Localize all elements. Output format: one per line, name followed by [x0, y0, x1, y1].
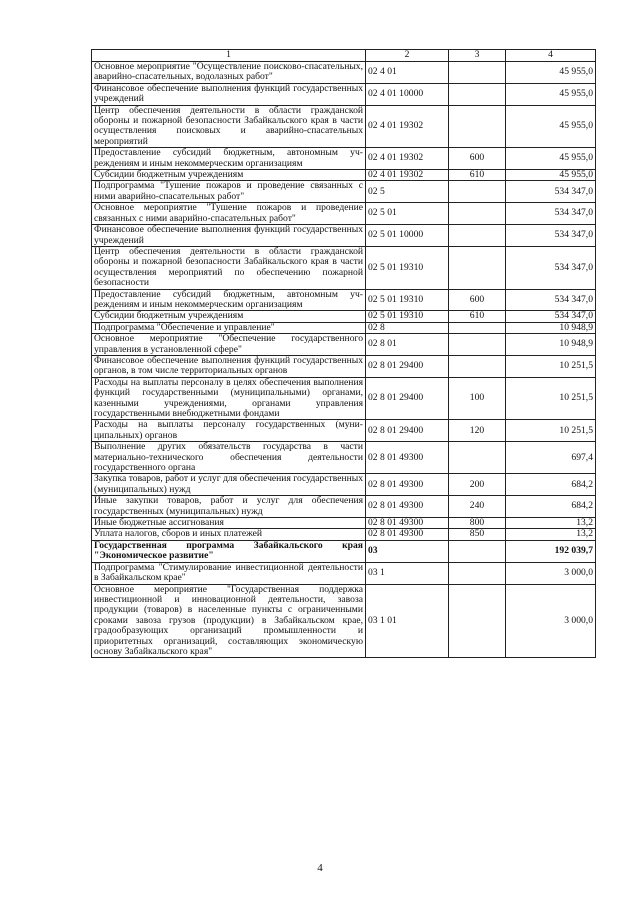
row-name-cell: Государственная программа Забайкальского края "Экономическое развитие": [92, 540, 366, 562]
row-type-cell: [449, 540, 506, 562]
row-name-cell: Закупка товаров, работ и услуг для обеспечения государственных (муниципальных) нужд: [92, 474, 366, 496]
table-row: [92, 203, 596, 225]
row-code-cell: 03 1: [366, 562, 449, 584]
table-row: [92, 474, 596, 496]
row-amount-cell: 697,4: [506, 442, 596, 474]
row-amount-cell: 534 347,0: [506, 311, 596, 322]
table-row: [92, 62, 596, 84]
row-name-cell: Подпрограмма "Тушение пожаров и проведение связанных с ними аварийно-спасательных работ": [92, 181, 366, 203]
table-row: [92, 442, 596, 474]
row-type-cell: [449, 246, 506, 289]
row-amount-cell: 534 347,0: [506, 246, 596, 289]
row-name-cell: Предоставление субсидий бюджетным, автономным учреждениям и иным некоммерческим организациям: [92, 289, 366, 311]
row-amount-cell: 10 251,5: [506, 420, 596, 442]
row-type-cell: 120: [449, 420, 506, 442]
row-type-cell: 800: [449, 518, 506, 529]
table-row: [92, 311, 596, 322]
row-type-cell: [449, 584, 506, 658]
row-amount-cell: 45 955,0: [506, 83, 596, 105]
row-type-cell: [449, 562, 506, 584]
budget-table: [91, 49, 596, 658]
header-col-2: 2: [366, 50, 449, 62]
table-row: [92, 181, 596, 203]
table-row: [92, 420, 596, 442]
row-amount-cell: 684,2: [506, 474, 596, 496]
row-type-cell: [449, 62, 506, 84]
row-name-cell: Расходы на выплаты персоналу государственных (муниципальных) органов: [92, 420, 366, 442]
row-code-cell: 02 8 01 29400: [366, 377, 449, 420]
row-code-cell: 02 4 01 19302: [366, 105, 449, 148]
row-amount-cell: 45 955,0: [506, 148, 596, 170]
table-row: [92, 540, 596, 562]
row-amount-cell: 45 955,0: [506, 170, 596, 181]
page-number: 4: [317, 862, 323, 874]
table-body: [92, 62, 596, 658]
row-type-cell: [449, 105, 506, 148]
table-row: [92, 377, 596, 420]
row-amount-cell: 534 347,0: [506, 203, 596, 225]
row-code-cell: 02 8 01 49300: [366, 474, 449, 496]
row-name-cell: Иные бюджетные ассигнования: [92, 518, 366, 529]
row-name-cell: Основное мероприятие "Осуществление поисково-спасательных, аварийно-спасательных, водолазных работ": [92, 62, 366, 84]
row-type-cell: [449, 203, 506, 225]
row-type-cell: [449, 83, 506, 105]
table-header: [92, 50, 596, 62]
header-row: [92, 50, 596, 62]
row-name-cell: Иные закупки товаров, работ и услуг для обеспечения государственных (муниципальных) нужд: [92, 496, 366, 518]
table-row: [92, 83, 596, 105]
row-name-cell: Предоставление субсидий бюджетным, автономным учреждениям и иным некоммерческим организациям: [92, 148, 366, 170]
table-row: [92, 246, 596, 289]
header-col-1: 1: [92, 50, 366, 62]
row-amount-cell: 45 955,0: [506, 105, 596, 148]
row-code-cell: 02 8 01 49300: [366, 442, 449, 474]
row-code-cell: 02 8 01 49300: [366, 518, 449, 529]
row-type-cell: [449, 355, 506, 377]
table-row: [92, 148, 596, 170]
row-name-cell: Финансовое обеспечение выполнения функций государственных учреждений: [92, 225, 366, 247]
row-code-cell: 02 8 01 49300: [366, 529, 449, 540]
row-amount-cell: 192 039,7: [506, 540, 596, 562]
row-amount-cell: 13,2: [506, 529, 596, 540]
row-type-cell: 240: [449, 496, 506, 518]
row-amount-cell: 534 347,0: [506, 181, 596, 203]
header-col-4: 4: [506, 50, 596, 62]
row-code-cell: 02 5 01 19310: [366, 311, 449, 322]
row-amount-cell: 3 000,0: [506, 562, 596, 584]
row-amount-cell: 10 251,5: [506, 355, 596, 377]
row-code-cell: 02 4 01: [366, 62, 449, 84]
row-amount-cell: 534 347,0: [506, 225, 596, 247]
row-code-cell: 02 8: [366, 322, 449, 333]
row-amount-cell: 10 948,9: [506, 322, 596, 333]
table-row: [92, 170, 596, 181]
row-amount-cell: 13,2: [506, 518, 596, 529]
table-row: [92, 518, 596, 529]
table-row: [92, 355, 596, 377]
row-code-cell: 02 4 01 19302: [366, 170, 449, 181]
row-code-cell: 02 8 01 29400: [366, 355, 449, 377]
row-code-cell: 03 1 01: [366, 584, 449, 658]
row-amount-cell: 534 347,0: [506, 289, 596, 311]
row-type-cell: 200: [449, 474, 506, 496]
row-type-cell: 100: [449, 377, 506, 420]
row-code-cell: 02 5 01 19310: [366, 246, 449, 289]
row-amount-cell: 10 251,5: [506, 377, 596, 420]
row-type-cell: 600: [449, 148, 506, 170]
row-name-cell: Уплата налогов, сборов и иных платежей: [92, 529, 366, 540]
row-name-cell: Основное мероприятие "Тушение пожаров и проведение связанных с ними аварийно-спасательных работ": [92, 203, 366, 225]
row-name-cell: Финансовое обеспечение выполнения функций государственных учреждений: [92, 83, 366, 105]
table-row: [92, 584, 596, 658]
row-amount-cell: 3 000,0: [506, 584, 596, 658]
table-row: [92, 562, 596, 584]
row-type-cell: [449, 442, 506, 474]
row-type-cell: 610: [449, 170, 506, 181]
row-name-cell: Подпрограмма "Обеспечение и управление": [92, 322, 366, 333]
row-name-cell: Подпрограмма "Стимулирование инвестиционной деятельности в Забайкальском крае": [92, 562, 366, 584]
row-type-cell: [449, 322, 506, 333]
row-amount-cell: 684,2: [506, 496, 596, 518]
table-row: [92, 322, 596, 333]
row-name-cell: Субсидии бюджетным учреждениям: [92, 170, 366, 181]
table-row: [92, 496, 596, 518]
row-code-cell: 03: [366, 540, 449, 562]
row-code-cell: 02 5 01 19310: [366, 289, 449, 311]
row-name-cell: Финансовое обеспечение выполнения функций государственных органов, в том числе территориальных органов: [92, 355, 366, 377]
row-name-cell: Центр обеспечения деятельности в области гражданской обороны и пожарной безопасности Забайкальского края в части осуществления мероприятий по обеспечению пожарной безопасности: [92, 246, 366, 289]
row-amount-cell: 45 955,0: [506, 62, 596, 84]
row-code-cell: 02 5: [366, 181, 449, 203]
row-type-cell: [449, 334, 506, 356]
row-code-cell: 02 5 01: [366, 203, 449, 225]
table-row: [92, 105, 596, 148]
row-code-cell: 02 5 01 10000: [366, 225, 449, 247]
row-amount-cell: 10 948,9: [506, 334, 596, 356]
row-name-cell: Выполнение других обязательств государства в части материально-технического обеспечения деятельности государственного органа: [92, 442, 366, 474]
row-name-cell: Центр обеспечения деятельности в области гражданской обороны и пожарной безопасности Забайкальского края в части осуществления поисковых и аварийно-спасательных мероприятий: [92, 105, 366, 148]
row-type-cell: [449, 225, 506, 247]
row-type-cell: 850: [449, 529, 506, 540]
row-name-cell: Основное мероприятие "Государственная поддержка инвестиционной и инновационной деятельности, завоза продукции (товаров) в населенные пункты с ограниченными сроками завоза грузов (продукции) в Забайкальском крае, градообразующих организаций промышленности и приоритетных организаций, составляющих экономическую основу Забайкальского края": [92, 584, 366, 658]
table-row: [92, 334, 596, 356]
row-code-cell: 02 8 01 29400: [366, 420, 449, 442]
row-type-cell: 600: [449, 289, 506, 311]
table-row: [92, 289, 596, 311]
row-name-cell: Субсидии бюджетным учреждениям: [92, 311, 366, 322]
row-name-cell: Расходы на выплаты персоналу в целях обеспечения выполнения функций государственными (муниципальными) органами, казенными учреждениями, органами управления государственными внебюджетными фондами: [92, 377, 366, 420]
row-type-cell: [449, 181, 506, 203]
table-row: [92, 225, 596, 247]
row-name-cell: Основное мероприятие "Обеспечение государственного управления в установленной сфере": [92, 334, 366, 356]
row-code-cell: 02 4 01 19302: [366, 148, 449, 170]
row-code-cell: 02 8 01 49300: [366, 496, 449, 518]
row-code-cell: 02 8 01: [366, 334, 449, 356]
table-row: [92, 529, 596, 540]
row-code-cell: 02 4 01 10000: [366, 83, 449, 105]
row-type-cell: 610: [449, 311, 506, 322]
header-col-3: 3: [449, 50, 506, 62]
